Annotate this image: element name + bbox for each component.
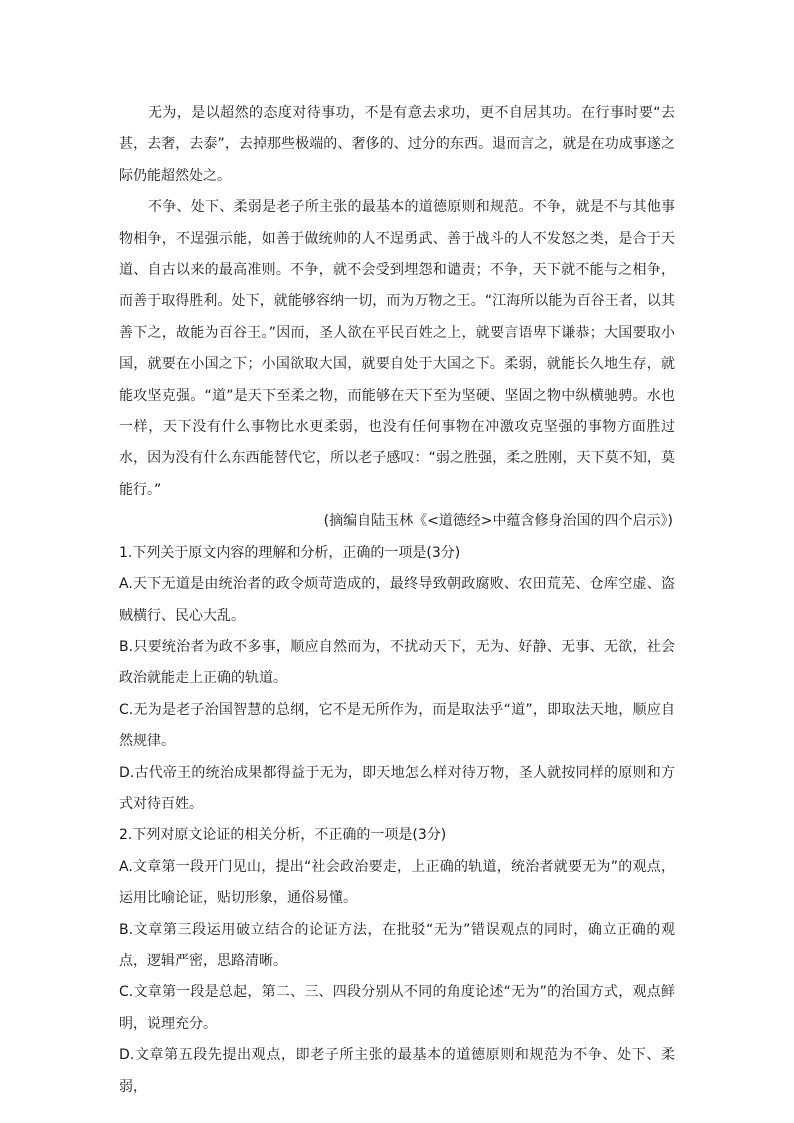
question-2 (119, 820, 675, 1103)
passage-paragraph-1: 无为，是以超然的态度对待事功，不是有意去求功，更不自居其功。在行事时要“去甚，去奢，去泰”，去掉那些极端的、奢侈的、过分的东西。退而言之，就是在功成事遂之际仍能超然处之。 (119, 105, 675, 184)
passage-paragraph-2: 不争、处下、柔弱是老子所主张的最基本的道德原则和规范。不争，就是不与其他事物相争，不逞强示能，如善于做统帅的人不逞勇武、善于战斗的人不发怒之类，是合于天道、自古以来的最高准则。不争，就不会受到埋怨和谴责；不争，天下就不能与之相争，而善于取得胜利。处下，就能够容纳一切，而为万物之王。“江海所以能为百谷王者，以其善下之，故能为百谷王。”因而，圣人欲在平民百姓之上，就要言语卑下谦恭；大国要取小国，就要在小国之下；小国欲取大国，就要自处于大国之下。柔弱，就能长久地生存，就能攻坚克强。“道”是天下至柔之物，而能够在天下至为坚硬、坚固之物中纵横驰骋。水也一样，天下没有什么事物比水更柔弱，也没有任何事物在冲激攻克坚强的事物方面胜过水，因为没有什么东西能替代它，所以老子感叹：“弱之胜强，柔之胜刚，天下莫不知，莫能行。” (119, 199, 675, 498)
question-option: A.文章第一段开门见山，提出“社会政治要走，上正确的轨道，统治者就要无为”的观点，运用比喻论证，贴切形象，通俗易懂。 (119, 858, 675, 907)
question-option: D.古代帝王的统治成果都得益于无为，即天地怎么样对待万物，圣人就按同样的原则和方式对待百姓。 (119, 764, 675, 812)
passage-source: (摘编自陆玉林《<道德经>中蕴含修身治国的四个启示》) (323, 513, 673, 530)
question-option: A.天下无道是由统治者的政令烦苛造成的，最终导致朝政腐败、农田荒芜、仓库空虚、盗贼横行、民心大乱。 (119, 576, 675, 624)
question-stem: 1.下列关于原文内容的理解和分析，正确的一项是(3分) (119, 544, 461, 561)
question-option: C.无为是老子治国智慧的总纲，它不是无所作为，而是取法乎“道”，即取法天地，顺应自然规律。 (119, 701, 675, 750)
question-option: C.文章第一段是总起，第二、三、四段分别从不同的角度论述“无为”的治国方式，观点鲜明，说理充分。 (119, 984, 675, 1032)
question-option: B.只要统治者为政不多事，顺应自然而为，不扰动天下，无为、好静、无事、无欲，社会政治就能走上正确的轨道。 (119, 638, 675, 687)
question-1 (119, 538, 675, 821)
question-stem: 2.下列对原文论证的相关分析，不正确的一项是(3分) (119, 827, 447, 844)
question-option: B.文章第三段运用破立结合的论证方法，在批驳“无为”错误观点的同时，确立正确的观点，逻辑严密，思路清晰。 (119, 921, 675, 969)
document-page (119, 98, 675, 1103)
question-option: D.文章第五段先提出观点，即老子所主张的最基本的道德原则和规范为不争、处下、柔弱， (119, 1047, 675, 1095)
